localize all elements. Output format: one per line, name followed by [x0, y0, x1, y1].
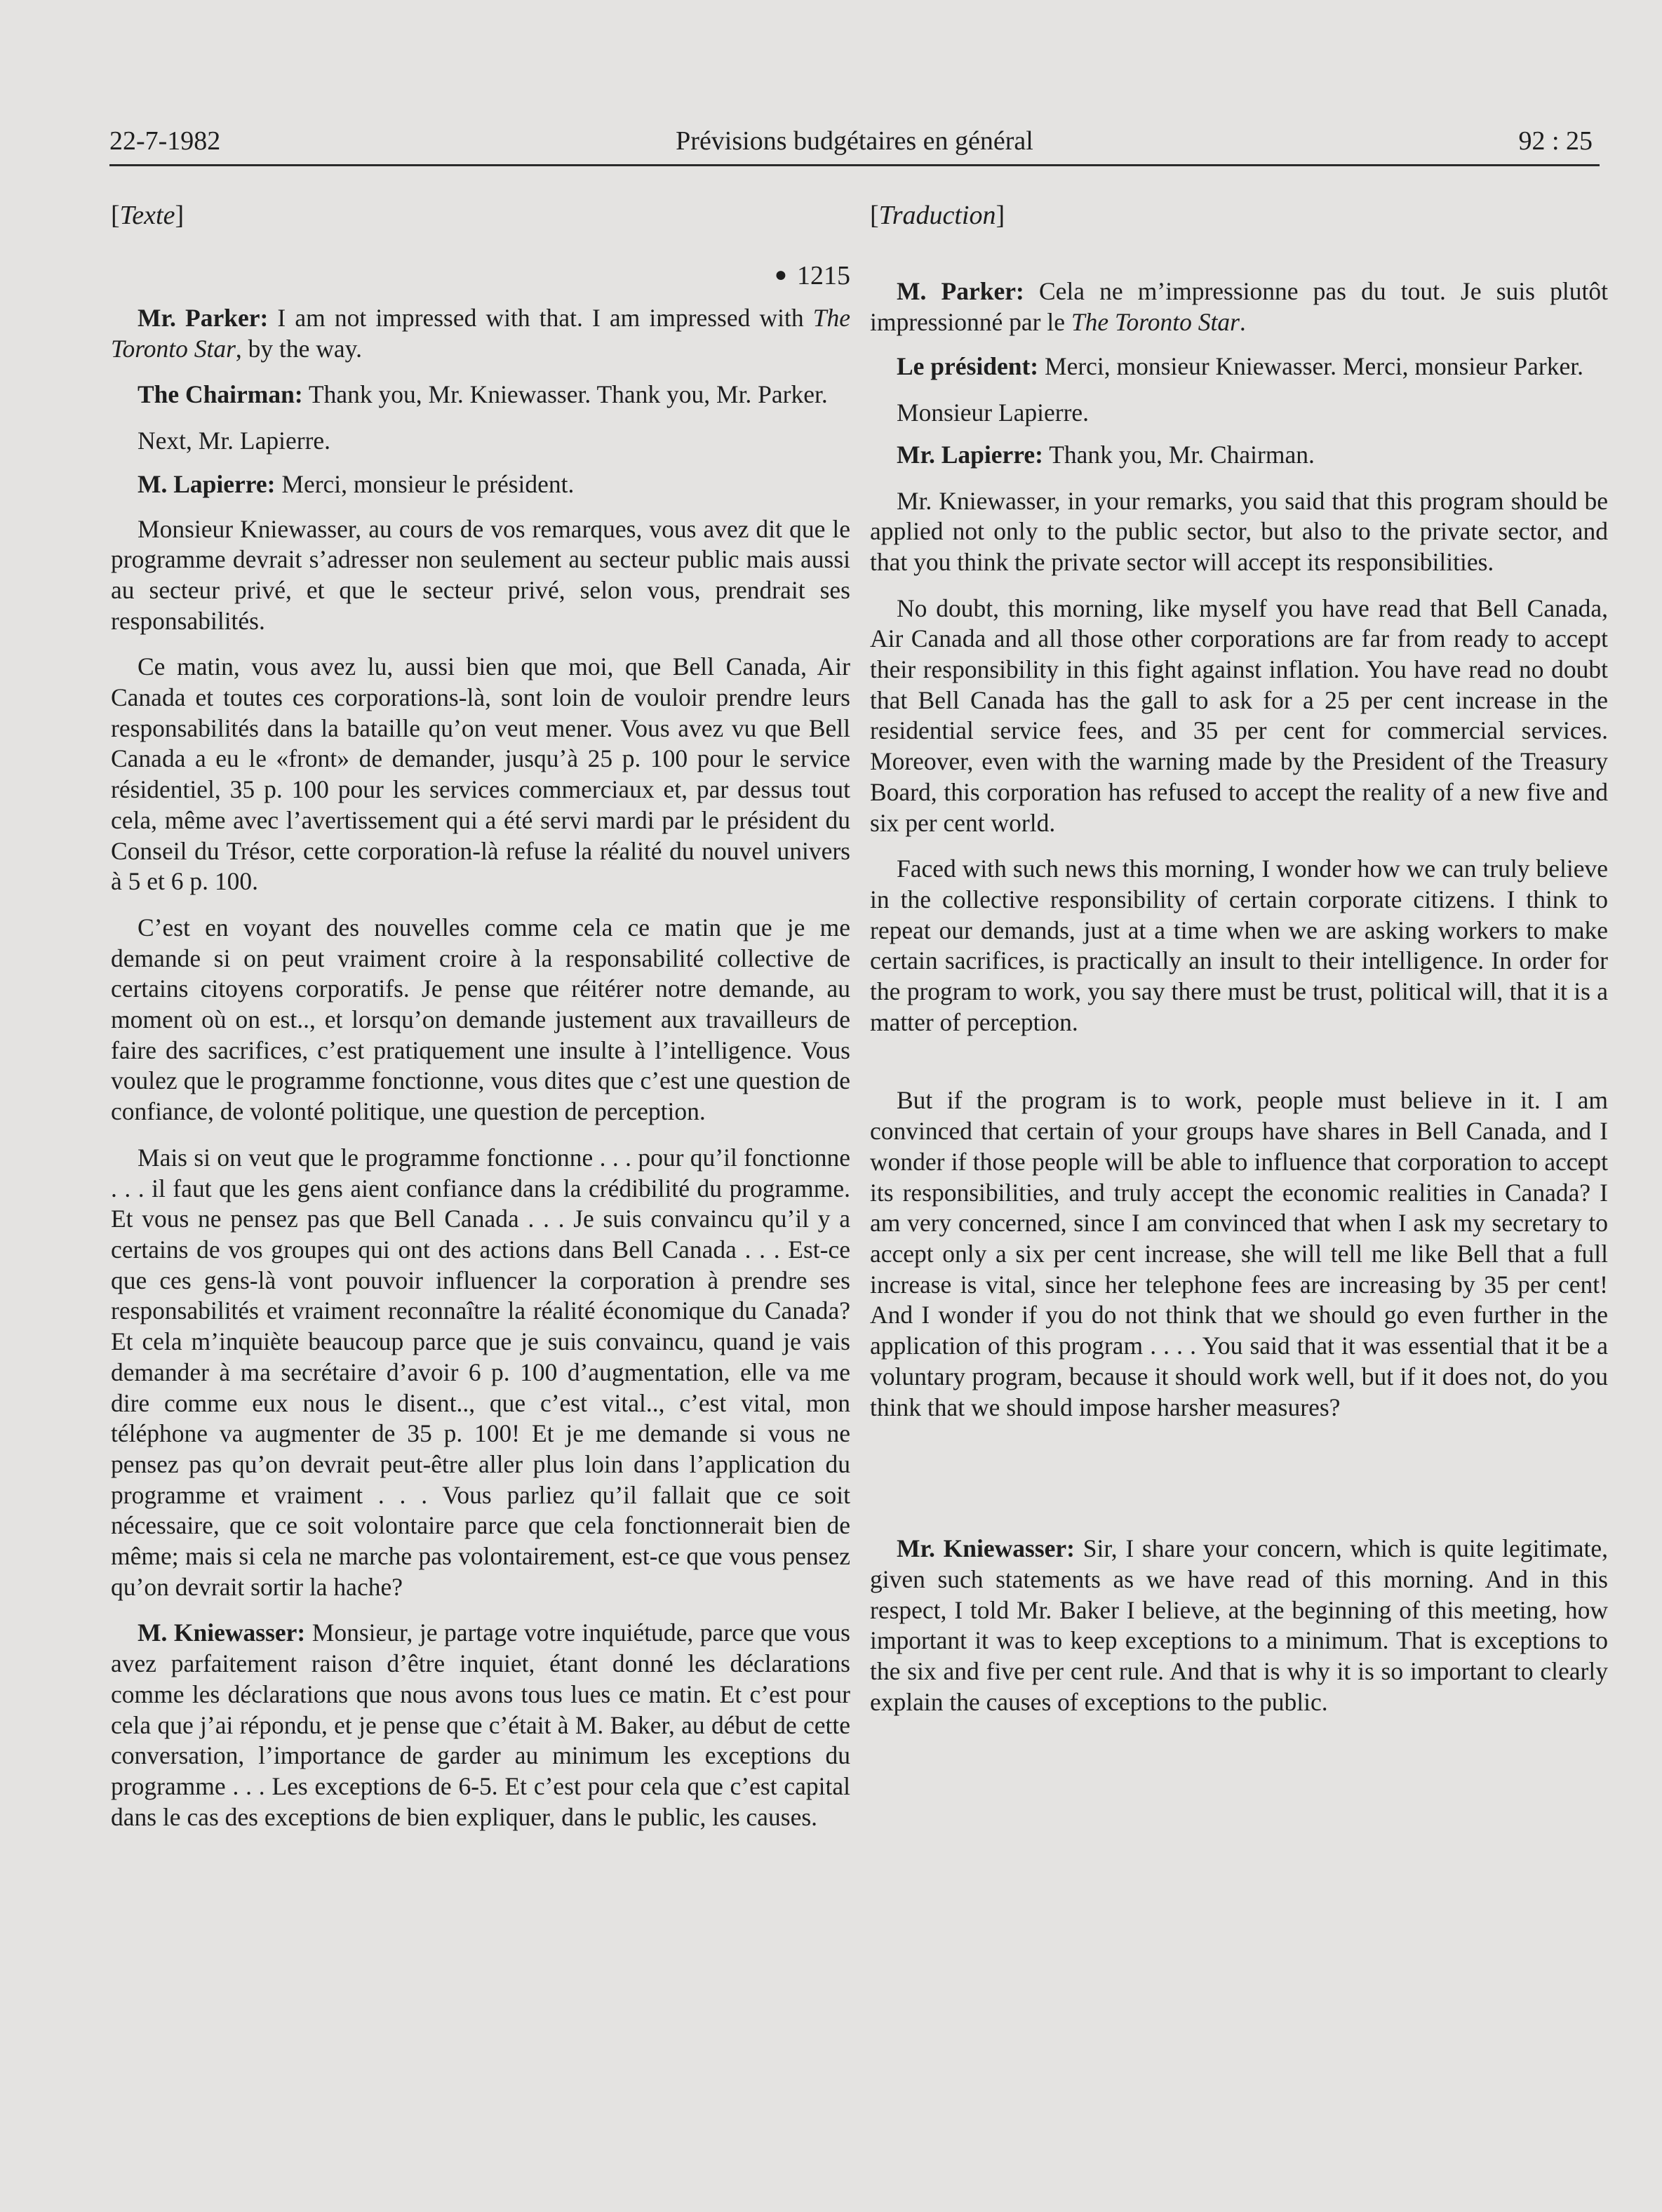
paragraph: M. Kniewasser: Monsieur, je partage votre inquiétude, parce que vous avez parfaitement raison d’être inquiet, étant donné les déclarations comme les déclarations que nous avons tous lues ce matin. Et c’est pour cela que j’ai répondu, et je pense que c’était à M. Baker, au début de cette conversation, l’importance de garder au minimum les exceptions du programme . . . Les exceptions de 6-5. Et c’est pour cela que c’est capital dans le cas des exceptions de bien expliquer, dans le public, les causes. [111, 1618, 850, 1831]
paragraph: Mr. Parker: I am not impressed with that. I am impressed with The Toronto Star, by the way. [111, 304, 850, 363]
paragraph: Monsieur Kniewasser, au cours de vos remarques, vous avez dit que le programme devrait s’adresser non seulement au secteur public mais aussi au secteur privé, et que le secteur privé, selon vous, prendrait ses responsabilités. [111, 514, 850, 635]
original-text-tag: [Texte] [111, 201, 185, 230]
paragraph: Faced with such news this morning, I wonder how we can truly believe in the collective responsibility of certain corporate citizens. I think to repeat our demands, just at a time when we are asking workers to make certain sacrifices, is practically an insult to their intelligence. In order for the program to work, you say there must be trust, political will, that it is a matter of perception. [870, 854, 1608, 1036]
header-title: Prévisions budgétaires en général [676, 126, 1033, 156]
paragraph: C’est en voyant des nouvelles comme cela ce matin que je me demande si on peut vraiment croire à la responsabilité collective de certains citoyens corporatifs. Je pense que réitérer notre demande, au moment où on est.., et lorsqu’on demande justement aux travailleurs de faire des sacrifices, c’est pratiquement une insulte à l’intelligence. Vous voulez que le programme fonctionne, vous dites que c’est une question de confiance, de volonté politique, une question de perception. [111, 913, 850, 1126]
paragraph: Mr. Kniewasser, in your remarks, you said that this program should be applied not only to the public sector, but also to the private sector, and that you think the private sector will accept its responsibilities. [870, 486, 1608, 576]
header-page-number: 92 : 25 [1518, 126, 1593, 156]
right-column [870, 202, 1608, 1717]
paragraph: Mr. Kniewasser: Sir, I share your concern, which is quite legitimate, given such statements as we have read of this morning. And in this respect, I told Mr. Baker I believe, at the beginning of this meeting, how important it was to keep exceptions to a minimum. That is exceptions to the six and five per cent rule. And that is why it is so important to clearly explain the causes of exceptions to the public. [870, 1534, 1608, 1716]
paragraph: The Chairman: Thank you, Mr. Kniewasser. Thank you, Mr. Parker. [138, 380, 828, 409]
time-stamp: ● 1215 [774, 261, 850, 290]
paragraph: M. Parker: Cela ne m’impressionne pas du tout. Je suis plutôt impressionné par le The Toronto Star. [870, 277, 1608, 336]
running-header [109, 118, 1600, 166]
paragraph: Next, Mr. Lapierre. [138, 427, 331, 455]
left-column [111, 202, 850, 1832]
paragraph: Monsieur Lapierre. [897, 398, 1090, 427]
bullet-icon: ● [774, 263, 787, 286]
paragraph: Mais si on veut que le programme fonctionne . . . pour qu’il fonctionne . . . il faut que les gens aient confiance dans la crédibilité du programme. Et vous ne pensez pas que Bell Canada . . . Je suis convaincu qu’il y a certains de vos groupes qui ont des actions dans Bell Canada . . . Est-ce que ces gens-là vont pouvoir influencer la corporation à prendre ses responsabilités et vraiment reconnaître la réalité économique du Canada? Et cela m’inquiète beaucoup parce que je suis convaincu, quand je vais demander à ma secrétaire d’avoir 6 p. 100 d’augmentation, elle va me dire comme eux nous le disent.., que c’est vital.., c’est vital, mon téléphone va augmenter de 35 p. 100! Et je me demande si vous ne pensez pas qu’on devrait peut-être aller plus loin dans l’application du programme et vraiment . . . Vous parliez qu’il fallait que ce soit nécessaire, que ce soit volontaire parce que cela fonctionnerait bien de même; mais si cela ne marche pas volontairement, est-ce que vous pensez qu’on devrait sortir la hache? [111, 1143, 850, 1601]
header-date: 22-7-1982 [109, 126, 221, 156]
paragraph: Le président: Merci, monsieur Kniewasser. Merci, monsieur Parker. [897, 352, 1583, 381]
paragraph: But if the program is to work, people must believe in it. I am convinced that certain of your groups have shares in Bell Canada, and I wonder if those people will be able to influence that corporation to accept its responsibilities, and truly accept the economic realities in Canada? I am very concerned, since I am convinced that when I ask my secretary to accept only a six per cent increase, she will tell me like Bell that a full increase is vital, since her telephone fees are increasing by 35 per cent! And I wonder if you do not think that we should go even further in the application of this program . . . . You said that it was essential that it be a voluntary program, because it should work well, but if it does not, do you think that we should impose harsher measures? [870, 1086, 1608, 1421]
paragraph: Ce matin, vous avez lu, aussi bien que moi, que Bell Canada, Air Canada et toutes ces corporations-là, sont loin de vouloir prendre leurs responsabilités dans la bataille qu’on veut mener. Vous avez vu que Bell Canada a eu le «front» de demander, jusqu’à 25 p. 100 pour le service résidentiel, 35 p. 100 pour les services commerciaux et, par dessus tout cela, même avec l’avertissement qui a été servi mardi par le président du Conseil du Trésor, cette corporation-là refuse la réalité du nouvel univers à 5 et 6 p. 100. [111, 652, 850, 896]
paragraph: No doubt, this morning, like myself you have read that Bell Canada, Air Canada and all those other corporations are far from ready to accept their responsibility in this fight against inflation. You have read no doubt that Bell Canada has the gall to ask for a 25 per cent increase in the residential service fees, and 35 per cent for commercial services. Moreover, even with the warning made by the President of the Treasury Board, this corporation has refused to accept the reality of a new five and six per cent world. [870, 594, 1608, 837]
translation-tag: [Traduction] [870, 201, 1005, 230]
paragraph: M. Lapierre: Merci, monsieur le président. [138, 469, 575, 498]
paragraph: Mr. Lapierre: Thank you, Mr. Chairman. [897, 440, 1315, 469]
